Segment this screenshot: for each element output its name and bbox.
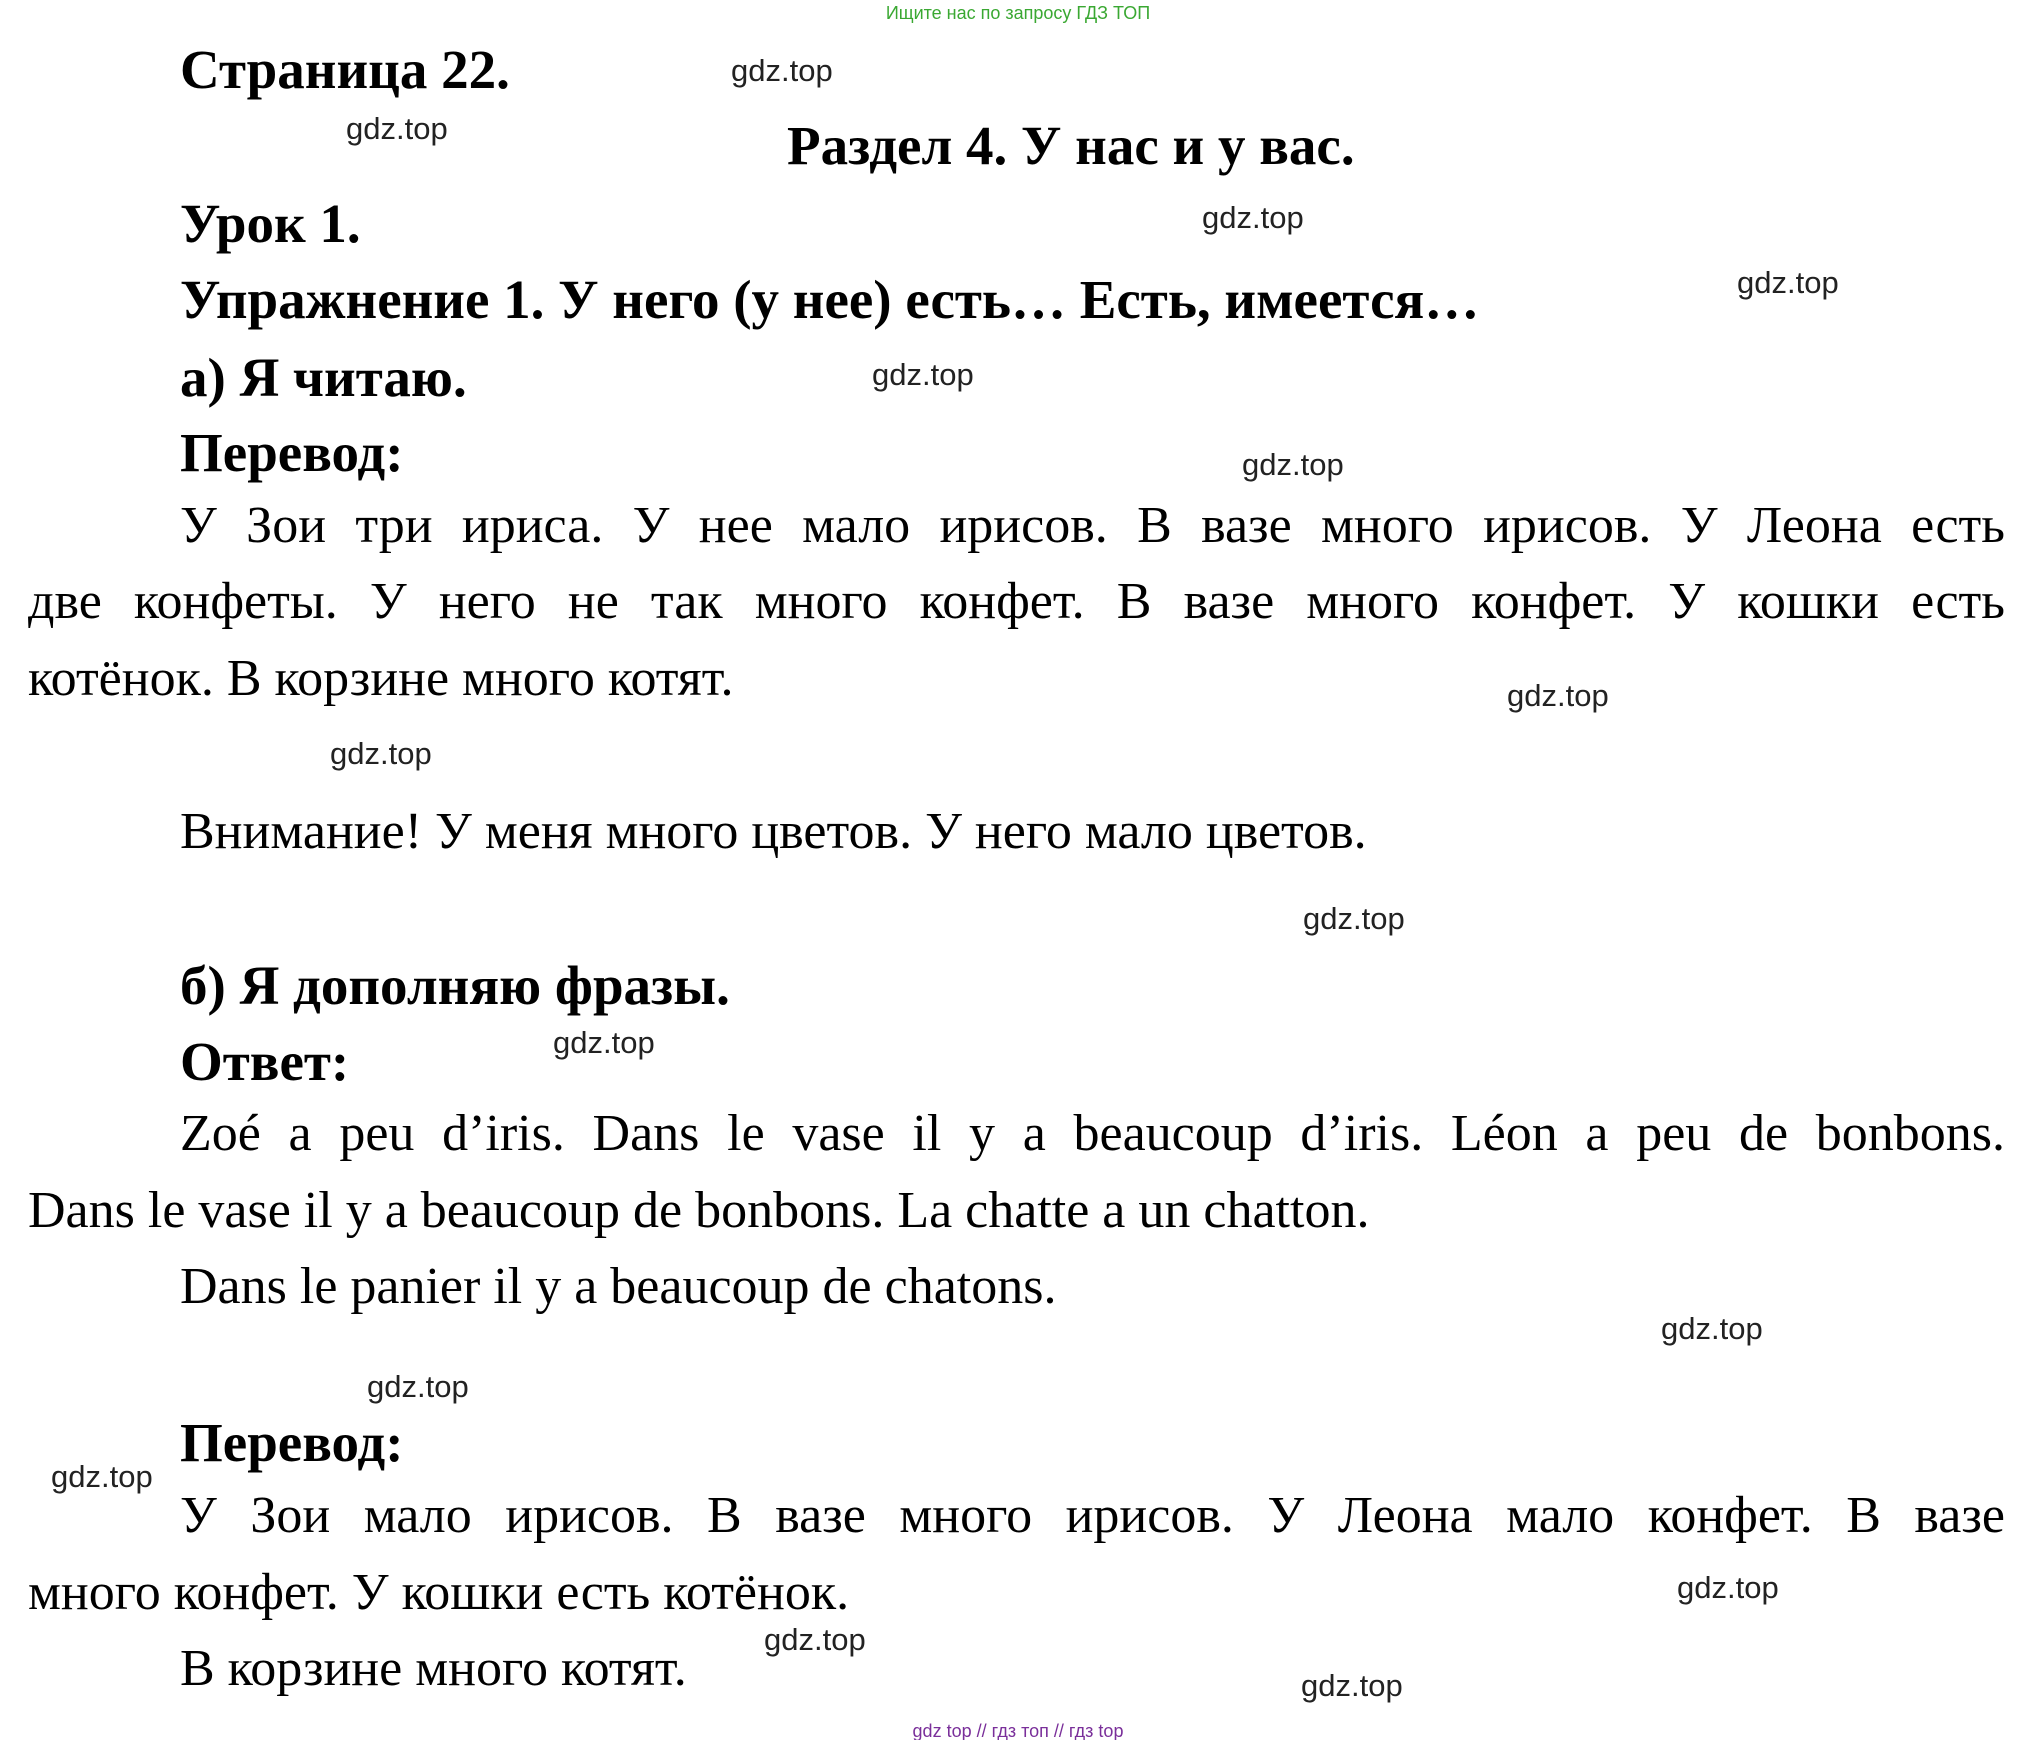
- watermark: gdz.top: [1202, 200, 1304, 235]
- watermark: gdz.top: [1301, 1668, 1403, 1703]
- watermark: gdz.top: [367, 1369, 469, 1404]
- translation-line-3: В корзине много котят.: [180, 1640, 687, 1697]
- answer-label: Ответ:: [180, 1031, 350, 1092]
- attention-note: Внимание! У меня много цветов. У него мало цветов.: [180, 803, 1367, 860]
- watermark: gdz.top: [1677, 1570, 1779, 1605]
- watermark: gdz.top: [872, 357, 974, 392]
- lesson-title: Урок 1.: [180, 193, 361, 254]
- watermark: gdz.top: [1303, 901, 1405, 936]
- section-title: Раздел 4. У нас и у вас.: [787, 115, 1355, 176]
- translation-line-1: У Зои мало ирисов. В вазе много ирисов. У Леона мало конфет. В вазе: [180, 1487, 2005, 1544]
- answer-line-1: Zoé a peu d’iris. Dans le vase il y a beaucoup d’iris. Léon a peu de bonbons.: [180, 1105, 2005, 1162]
- watermark: gdz.top: [1242, 447, 1344, 482]
- watermark: gdz.top: [553, 1025, 655, 1060]
- bottom-banner: gdz top // гдз топ // гдз top: [912, 1721, 1124, 1740]
- part-b-translation-label: Перевод:: [180, 1412, 404, 1473]
- top-banner: Ищите нас по запросу ГДЗ ТОП: [885, 3, 1151, 23]
- watermark: gdz.top: [731, 53, 833, 88]
- part-a-line-2: две конфеты. У него не так много конфет. В вазе много конфет. У кошки есть: [28, 573, 2005, 630]
- watermark: gdz.top: [1737, 265, 1839, 300]
- watermark: gdz.top: [1507, 678, 1609, 713]
- watermark: gdz.top: [764, 1622, 866, 1657]
- part-a-heading: а) Я читаю.: [180, 347, 467, 408]
- part-a-line-1: У Зои три ириса. У нее мало ирисов. В вазе много ирисов. У Леона есть: [180, 497, 2005, 554]
- translation-line-2: много конфет. У кошки есть котёнок.: [28, 1564, 850, 1621]
- part-a-translation-label: Перевод:: [180, 422, 404, 483]
- exercise-title: Упражнение 1. У него (у нее) есть… Есть, имеется…: [180, 269, 1480, 330]
- answer-line-2: Dans le vase il y a beaucoup de bonbons. La chatte a un chatton.: [28, 1182, 1370, 1239]
- part-a-line-3: котёнок. В корзине много котят.: [28, 650, 734, 707]
- watermark: gdz.top: [346, 111, 448, 146]
- answer-line-3: Dans le panier il y a beaucoup de chatons.: [180, 1258, 1057, 1315]
- watermark: gdz.top: [1661, 1311, 1763, 1346]
- part-b-heading: б) Я дополняю фразы.: [180, 955, 730, 1016]
- watermark: gdz.top: [330, 736, 432, 771]
- page-title: Страница 22.: [180, 39, 510, 100]
- watermark: gdz.top: [51, 1459, 153, 1494]
